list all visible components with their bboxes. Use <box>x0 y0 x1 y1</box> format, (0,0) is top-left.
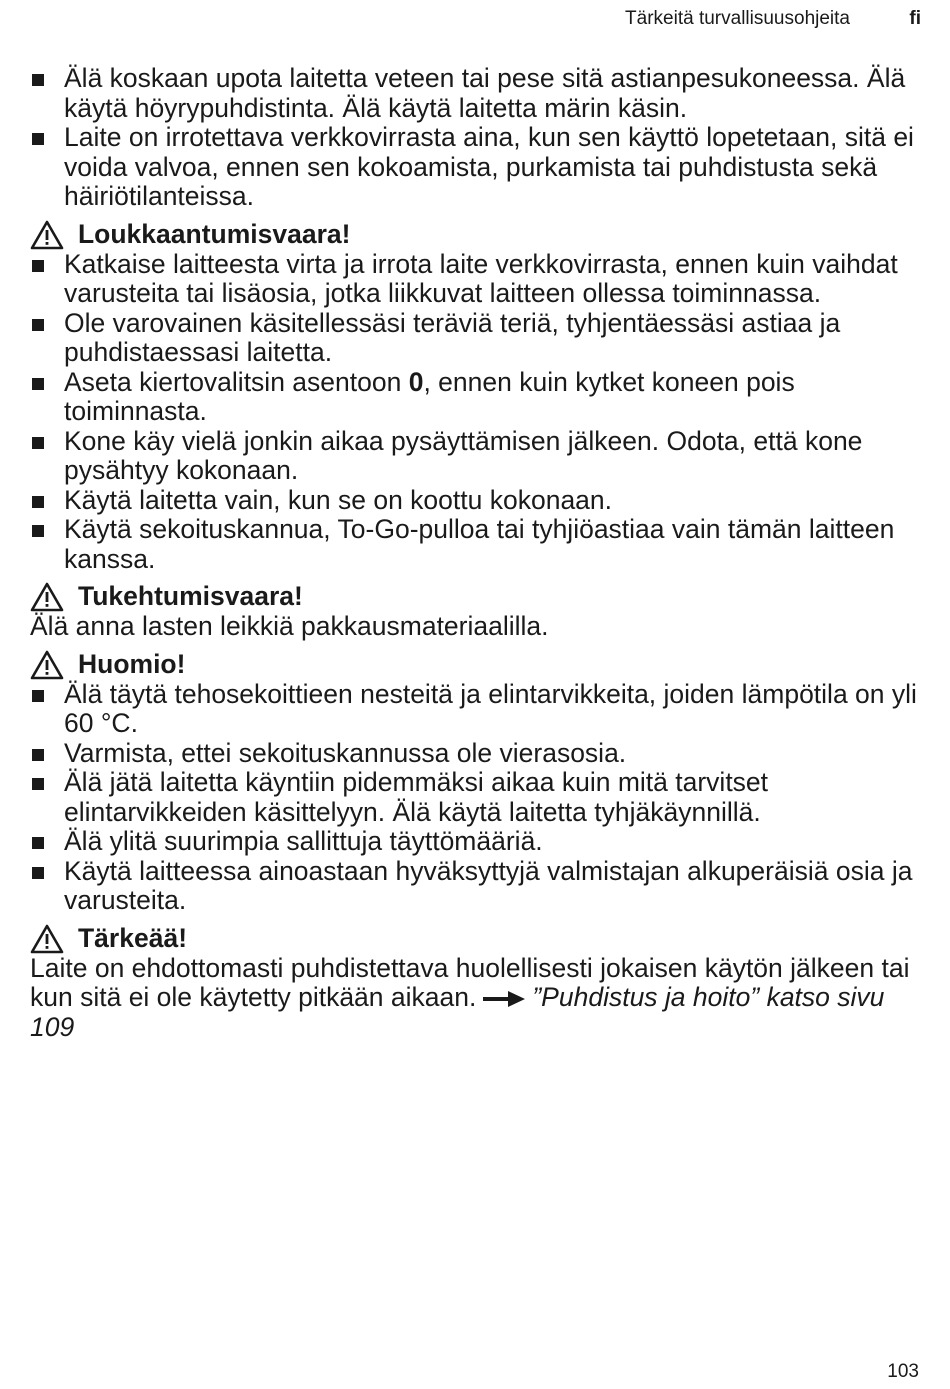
list-item <box>30 486 920 516</box>
square-bullet-icon <box>32 133 44 145</box>
list-item-text: Älä jätä laitetta käyntiin pidemmäksi aikaa kuin mitä tarvitset elintarvikkeiden käsittelyyn. Älä käytä laitetta tyhjäkäynnillä. <box>64 767 769 827</box>
suffocation-heading-text: Tukehtumisvaara! <box>78 581 303 612</box>
list-item <box>30 64 920 123</box>
suffocation-text: Älä anna lasten leikkiä pakkausmateriaalilla. <box>30 611 549 641</box>
page-content <box>30 64 920 1042</box>
square-bullet-icon <box>32 319 44 331</box>
important-heading <box>30 924 920 954</box>
list-item <box>30 309 920 368</box>
square-bullet-icon <box>32 778 44 790</box>
page-number: 103 <box>887 1361 919 1382</box>
list-item-text: Kone käy vielä jonkin aikaa pysäyttämisen jälkeen. Odota, että kone pysähtyy kokonaan. <box>64 425 863 485</box>
list-item <box>30 368 920 427</box>
cross-reference-link[interactable]: ”Puhdistus ja hoito” katso sivu 109 <box>30 982 885 1042</box>
list-item <box>30 680 920 739</box>
important-body: Laite on ehdottomasti puhdistettava huolellisesti jokaisen käytön jälkeen tai kun sitä ei ole käytetty pitkään aikaan. <box>30 952 910 1012</box>
list-item-text: , ennen kuin kytket koneen pois toiminnasta. <box>64 366 795 426</box>
suffocation-heading <box>30 582 920 612</box>
intro-list <box>30 64 920 212</box>
section-title: Tärkeitä turvallisuusohjeita <box>625 8 850 29</box>
list-item <box>30 427 920 486</box>
square-bullet-icon <box>32 378 44 390</box>
square-bullet-icon <box>32 260 44 272</box>
square-bullet-icon <box>32 837 44 849</box>
caution-heading <box>30 650 920 680</box>
warning-triangle-icon <box>30 924 64 954</box>
list-item-text: Käytä laitteessa ainoastaan hyväksyttyjä valmistajan alkuperäisiä osia ja varusteita. <box>64 855 913 915</box>
list-item-text: Älä täytä tehosekoittieen nesteitä ja elintarvikkeita, joiden lämpötila on yli 60 °C. <box>64 678 917 738</box>
caution-heading-text: Huomio! <box>78 648 186 679</box>
list-item-text: Käytä sekoituskannua, To-Go-pulloa tai tyhjiöastiaa vain tämän laitteen kanssa. <box>64 514 895 574</box>
dial-position-value: 0 <box>408 366 424 397</box>
warning-triangle-icon <box>30 220 64 250</box>
list-item-text: Aseta kiertovalitsin asentoon <box>64 366 409 397</box>
injury-list <box>30 250 920 575</box>
injury-heading <box>30 220 920 250</box>
warning-triangle-icon <box>30 650 64 680</box>
language-code: fi <box>909 8 921 29</box>
list-item <box>30 515 920 574</box>
list-item-text: Käytä laitetta vain, kun se on koottu kokonaan. <box>64 484 613 515</box>
square-bullet-icon <box>32 690 44 702</box>
list-item <box>30 768 920 827</box>
important-heading-text: Tärkeää! <box>78 922 188 953</box>
list-item <box>30 250 920 309</box>
right-arrow-icon <box>482 990 526 1008</box>
square-bullet-icon <box>32 496 44 508</box>
important-text <box>30 954 920 1043</box>
square-bullet-icon <box>32 74 44 86</box>
square-bullet-icon <box>32 867 44 879</box>
list-item <box>30 739 920 769</box>
square-bullet-icon <box>32 749 44 761</box>
page-header <box>0 8 950 32</box>
list-item-text: Ole varovainen käsitellessäsi teräviä teriä, tyhjentäessäsi astiaa ja puhdistaessasi laitetta. <box>64 307 841 367</box>
square-bullet-icon <box>32 437 44 449</box>
injury-heading-text: Loukkaantumisvaara! <box>78 218 351 249</box>
caution-list <box>30 680 920 916</box>
list-item-text: Laite on irrotettava verkkovirrasta aina, kun sen käyttö lopetetaan, sitä ei voida valvoa, ennen sen kokoamista, purkamista tai puhdistusta sekä häiriötilanteissa. <box>64 122 914 211</box>
square-bullet-icon <box>32 525 44 537</box>
list-item <box>30 827 920 857</box>
list-item <box>30 857 920 916</box>
list-item-text: Katkaise laitteesta virta ja irrota laite verkkovirrasta, ennen kuin vaihdat varusteita tai lisäosia, jotka liikkuvat laitteen ollessa toiminnassa. <box>64 248 898 308</box>
list-item-text: Älä koskaan upota laitetta veteen tai pese sitä astianpesukoneessa. Älä käytä höyrypuhdistinta. Älä käytä laitetta märin käsin. <box>64 63 906 123</box>
list-item-text: Varmista, ettei sekoituskannussa ole vierasosia. <box>64 737 627 768</box>
list-item-text: Älä ylitä suurimpia sallittuja täyttömääriä. <box>64 826 543 856</box>
warning-triangle-icon <box>30 582 64 612</box>
list-item <box>30 123 920 212</box>
